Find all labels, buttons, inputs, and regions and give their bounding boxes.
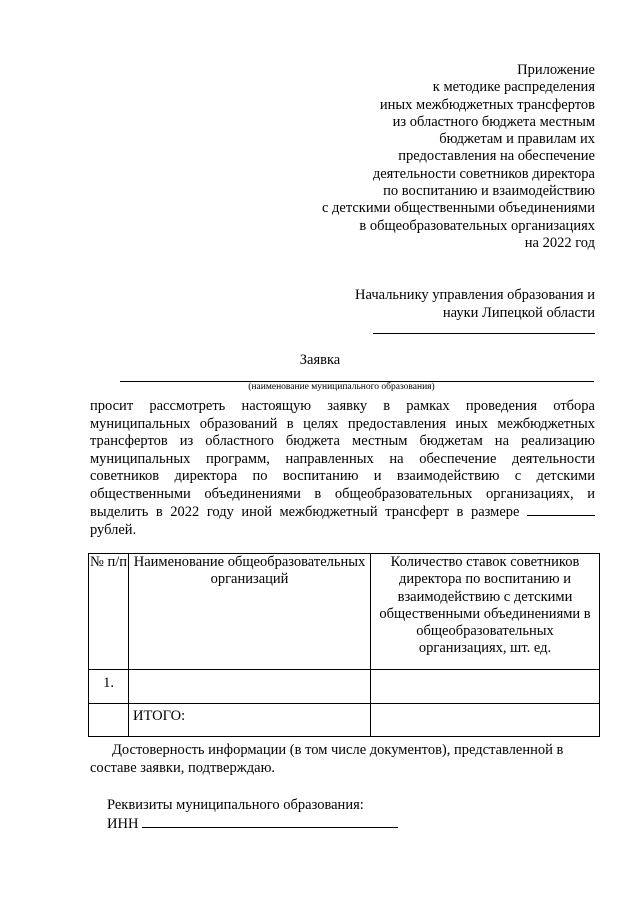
amount-blank-line xyxy=(527,503,595,516)
appendix-heading xyxy=(322,62,595,252)
addressee-line-2: науки Липецкой области xyxy=(442,304,595,321)
table-header-row xyxy=(89,554,600,670)
appendix-line: в общеобразовательных организациях xyxy=(359,217,595,234)
appendix-line: с детскими общественными объединениями xyxy=(321,200,595,217)
addressee-line-1: Начальнику управления образования и xyxy=(355,287,595,303)
table-cell: 1. xyxy=(89,670,129,704)
table-cell xyxy=(129,670,371,704)
appendix-line: иных межбюджетных трансфертов xyxy=(379,96,595,113)
request-text: просит рассмотреть настоящую заявку в рамках проведения отбора муниципальных образований в целях предоставления иных межбюджетных трансфертов из областного бюджета местным бюджетам на реализацию муниципальных программ, направленных на обеспечение деятельности советников директора по воспитанию и взаимодействию с детскими общественными объединениями в общеобразовательных организациях, и выделить в 2022 году иной межбюджетный трансферт в размере xyxy=(90,398,595,520)
header-cell-organizations: Наименование общеобразовательных организаций xyxy=(129,554,371,670)
table-cell xyxy=(371,704,600,737)
request-body xyxy=(90,398,595,539)
requisites-title: Реквизиты муниципального образования: xyxy=(107,797,364,813)
appendix-line: предоставления на обеспечение xyxy=(398,148,595,165)
appendix-line: к методике распределения xyxy=(432,79,595,96)
header-cell-number: № п/п xyxy=(89,554,129,670)
inn-label: ИНН xyxy=(107,815,139,832)
appendix-line: бюджетам и правилам их xyxy=(439,131,595,148)
municipality-name-caption: (наименование муниципального образования) xyxy=(248,382,435,392)
table-cell xyxy=(371,670,600,704)
appendix-line: деятельности советников директора xyxy=(372,165,595,182)
table-row xyxy=(89,670,600,704)
appendix-line: по воспитанию и взаимодействию xyxy=(383,183,595,200)
organizations-table xyxy=(88,553,600,737)
table-cell-total-label: ИТОГО: xyxy=(129,704,371,737)
addressee-block xyxy=(355,287,595,340)
appendix-line: Приложение xyxy=(517,62,595,78)
appendix-line: на 2022 год xyxy=(524,234,595,251)
document-title: Заявка xyxy=(299,352,341,368)
confirmation-text: Достоверность информации (в том числе документов), представленной в составе заявки, подтверждаю. xyxy=(90,742,564,776)
request-tail: рублей. xyxy=(90,521,137,538)
header-cell-rates: Количество ставок советников директора по воспитанию и взаимодействию с детскими общественными объединениями в общеобразовательных организациях, шт. ед. xyxy=(371,554,600,670)
appendix-line: из областного бюджета местным xyxy=(392,113,595,130)
table-cell xyxy=(89,704,129,737)
addressee-signature-line xyxy=(373,323,595,334)
inn-blank-line xyxy=(142,815,398,828)
requisites-block xyxy=(107,797,398,833)
table-total-row xyxy=(89,704,600,737)
